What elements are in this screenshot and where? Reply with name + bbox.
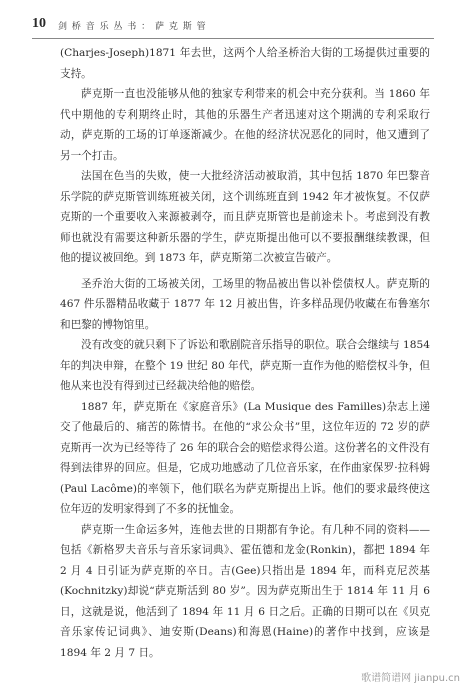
- paragraph: 萨克斯一直也没能够从他的独家专利带来的机会中充分获利。当 1860 年代中期他的专利期终止时，其他的乐器生产者迅速对这个期满的专利采取行动，萨克斯的工场的订单逐渐减少。在他的经济状况恶化的同时，他又遭到了另一个打击。: [60, 88, 430, 162]
- page-header: [32, 14, 434, 39]
- paragraph: (Charjes-Joseph)1871 年去世，这两个人给圣桥治大街的工场提供过重要的支持。: [60, 47, 430, 80]
- running-title: 剑 桥 音 乐 丛 书 ： 萨 克 斯 管: [58, 22, 207, 32]
- paragraph: 萨克斯一生命运多舛，连他去世的日期都有争论。有几种不同的资料——包括《新格罗夫音乐与音乐家词典》、霍伍德和龙金(Ronkin)，都把 1894 年 2 月 4 日引证为萨克斯的卒日。吉(Gee)只指出是 1894 年，而科克尼茨基(Kochnitzky)却说“萨克斯活到 80 岁”。因为萨克斯出生于 1814 年 11 月 6 日，这就是说，他活到了 1894 年 11 月 6 日之后。正确的日期可以在《贝克音乐家传记词典》、迪安斯(Deans)和海恩(Haine)的著作中找到，应该是 1894 年 2 月 7 日。: [60, 523, 430, 659]
- paragraph: 1887 年，萨克斯在《家庭音乐》(La Musique des Familles)杂志上递交了他最后的、痛苦的陈情书。在他的“求公众书”里，这位年迈的 72 岁的萨克斯再一次为已经等待了 26 年的联合会的赔偿求得公道。这份著名的文件没有得到法律界的回应。但是，它成功地感动了几位音乐家，在作曲家保罗·拉科姆(Paul Lacôme)的率领下，他们联名为萨克斯提出上诉。他们的要求最终使这位年迈的发明家得到了不多的抚恤金。: [60, 400, 430, 515]
- page-number: 10: [32, 16, 46, 31]
- watermark: 歌谱简谱网 jianpu.cn: [361, 673, 460, 684]
- paragraph: 没有改变的就只剩下了诉讼和歌剧院音乐指导的职位。联合会继续与 1854 年的判决申辩，在整个 19 世纪 80 年代，萨克斯一直作为他的赔偿权斗争，但他从来也没有得到过已经裁决给他的赔偿。: [60, 339, 430, 392]
- paragraph: 法国在色当的失败，使一大批经济活动被取消，其中包括 1870 年巴黎音乐学院的萨克斯管训练班被关闭，这个训练班直到 1942 年才被恢复。不仅萨克斯的一个重要收入来源被剥夺，而且萨克斯管也是前途未卜。考虑到没有教师也就没有需要这种新乐器的学生，萨克斯提出他可以不要报酬继续教课，但他的提议被回绝。到 1873 年，萨克斯第二次被宣告破产。: [60, 170, 430, 264]
- paragraph: 圣乔治大街的工场被关闭，工场里的物品被出售以补偿债权人。萨克斯的 467 件乐器精品收藏于 1877 年 12 月被出售，许多样品现仍收藏在布鲁塞尔和巴黎的博物馆里。: [60, 277, 430, 331]
- body-text: [60, 43, 430, 663]
